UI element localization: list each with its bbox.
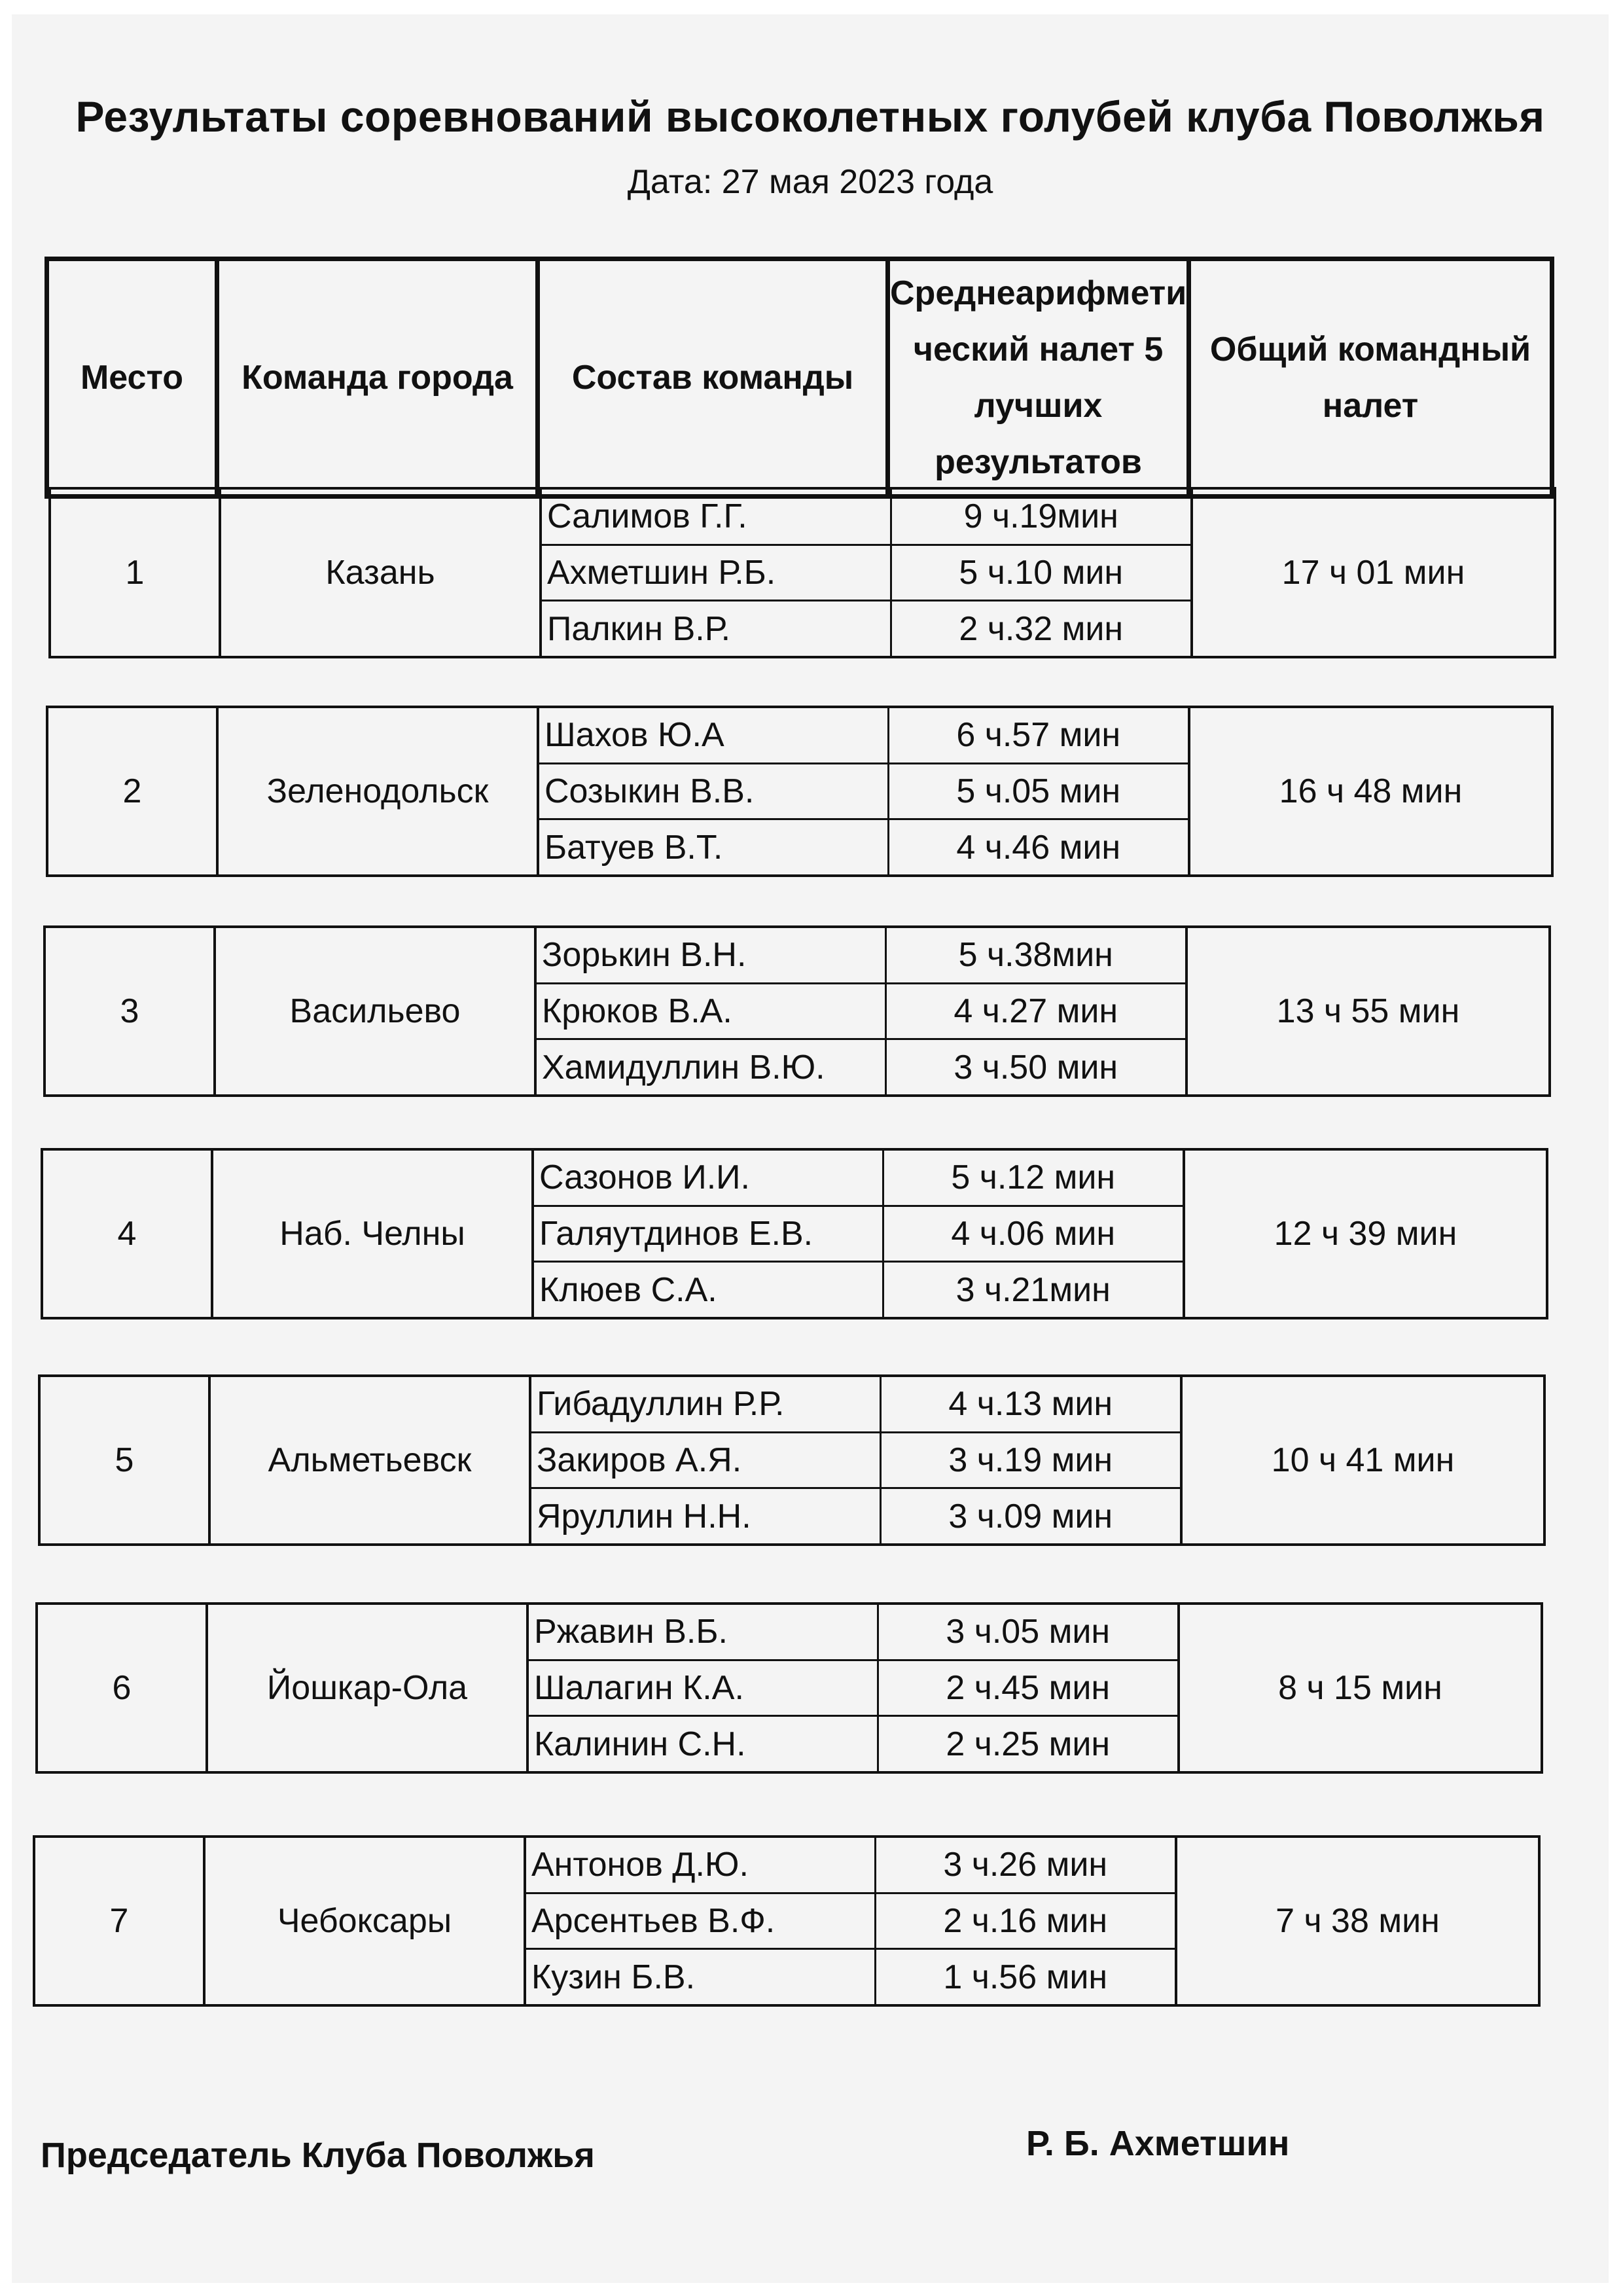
member-name: Антонов Д.Ю.: [525, 1837, 875, 1893]
member-result: 5 ч.38мин: [885, 927, 1186, 983]
member-result: 9 ч.19мин: [891, 488, 1192, 545]
member-name: Ахметшин Р.Б.: [541, 545, 891, 601]
member-result: 5 ч.12 мин: [883, 1149, 1184, 1206]
member-name: Арсентьев В.Ф.: [525, 1893, 875, 1949]
header-total: Общий командный налет: [1189, 259, 1552, 497]
team-table: [38, 1374, 1546, 1546]
member-result: 3 ч.50 мин: [885, 1039, 1186, 1096]
member-name: Шахов Ю.А: [538, 707, 888, 763]
team-table: [48, 487, 1556, 658]
member-result: 2 ч.25 мин: [878, 1716, 1179, 1772]
team-place: 2: [47, 707, 217, 876]
team-table: [43, 925, 1551, 1097]
team-city: Васильево: [215, 927, 535, 1096]
team-table: [35, 1602, 1543, 1774]
member-name: Кузин Б.В.: [525, 1949, 875, 2005]
team-city: Чебоксары: [204, 1837, 525, 2005]
member-name: Гибадуллин Р.Р.: [530, 1376, 880, 1432]
member-result: 2 ч.32 мин: [891, 601, 1192, 657]
member-result: 3 ч.09 мин: [880, 1488, 1181, 1545]
member-name: Яруллин Н.Н.: [530, 1488, 880, 1545]
team-total: 16 ч 48 мин: [1189, 707, 1552, 876]
member-result: 3 ч.19 мин: [880, 1432, 1181, 1488]
team-place: 5: [39, 1376, 209, 1545]
team-place: 1: [50, 488, 220, 657]
member-result: 3 ч.26 мин: [875, 1837, 1176, 1893]
member-result: 2 ч.45 мин: [878, 1660, 1179, 1716]
member-name: Батуев В.Т.: [538, 819, 888, 876]
team-total: 13 ч 55 мин: [1186, 927, 1550, 1096]
member-name: Хамидуллин В.Ю.: [535, 1039, 885, 1096]
team-city: Наб. Челны: [212, 1149, 533, 1318]
member-name: Крюков В.А.: [535, 983, 885, 1039]
team-table: [41, 1148, 1548, 1319]
team-place: 6: [37, 1604, 207, 1772]
team-place: 7: [34, 1837, 204, 2005]
member-result: 1 ч.56 мин: [875, 1949, 1176, 2005]
team-total: 8 ч 15 мин: [1179, 1604, 1542, 1772]
member-result: 4 ч.06 мин: [883, 1206, 1184, 1262]
member-name: Сазонов И.И.: [533, 1149, 883, 1206]
member-result: 6 ч.57 мин: [888, 707, 1189, 763]
team-total: 17 ч 01 мин: [1192, 488, 1555, 657]
member-name: Палкин В.Р.: [541, 601, 891, 657]
member-result: 2 ч.16 мин: [875, 1893, 1176, 1949]
document-date: Дата: 27 мая 2023 года: [627, 163, 993, 201]
team-table: [46, 706, 1554, 877]
document-page: [12, 14, 1609, 2283]
team-city: Зеленодольск: [217, 707, 538, 876]
document-title: Результаты соревнований высоколетных голубей клуба Поволжья: [75, 92, 1545, 141]
team-total: 7 ч 38 мин: [1176, 1837, 1539, 2005]
member-name: Калинин С.Н.: [527, 1716, 878, 1772]
header-place: Место: [47, 259, 217, 497]
team-city: Казань: [220, 488, 541, 657]
header-members: Состав команды: [538, 259, 888, 497]
member-name: Ржавин В.Б.: [527, 1604, 878, 1660]
chairman-name: Р. Б. Ахметшин: [1026, 2124, 1290, 2163]
team-total: 12 ч 39 мин: [1184, 1149, 1547, 1318]
member-name: Созыкин В.В.: [538, 763, 888, 819]
results-header: [45, 257, 1554, 499]
member-result: 5 ч.05 мин: [888, 763, 1189, 819]
member-name: Салимов Г.Г.: [541, 488, 891, 545]
member-result: 3 ч.21мин: [883, 1262, 1184, 1318]
team-place: 4: [42, 1149, 212, 1318]
member-result: 4 ч.27 мин: [885, 983, 1186, 1039]
chairman-title: Председатель Клуба Поволжья: [41, 2136, 595, 2175]
team-city: Йошкар-Ола: [207, 1604, 527, 1772]
header-average: Среднеарифмети ческий налет 5 лучших результатов: [888, 259, 1189, 497]
member-name: Шалагин К.А.: [527, 1660, 878, 1716]
team-city: Альметьевск: [209, 1376, 530, 1545]
member-result: 3 ч.05 мин: [878, 1604, 1179, 1660]
header-city: Команда города: [217, 259, 538, 497]
member-name: Клюев С.А.: [533, 1262, 883, 1318]
member-name: Зорькин В.Н.: [535, 927, 885, 983]
team-place: 3: [45, 927, 215, 1096]
member-result: 5 ч.10 мин: [891, 545, 1192, 601]
member-result: 4 ч.13 мин: [880, 1376, 1181, 1432]
member-name: Закиров А.Я.: [530, 1432, 880, 1488]
team-total: 10 ч 41 мин: [1181, 1376, 1544, 1545]
team-table: [33, 1835, 1541, 2007]
member-name: Галяутдинов Е.В.: [533, 1206, 883, 1262]
member-result: 4 ч.46 мин: [888, 819, 1189, 876]
